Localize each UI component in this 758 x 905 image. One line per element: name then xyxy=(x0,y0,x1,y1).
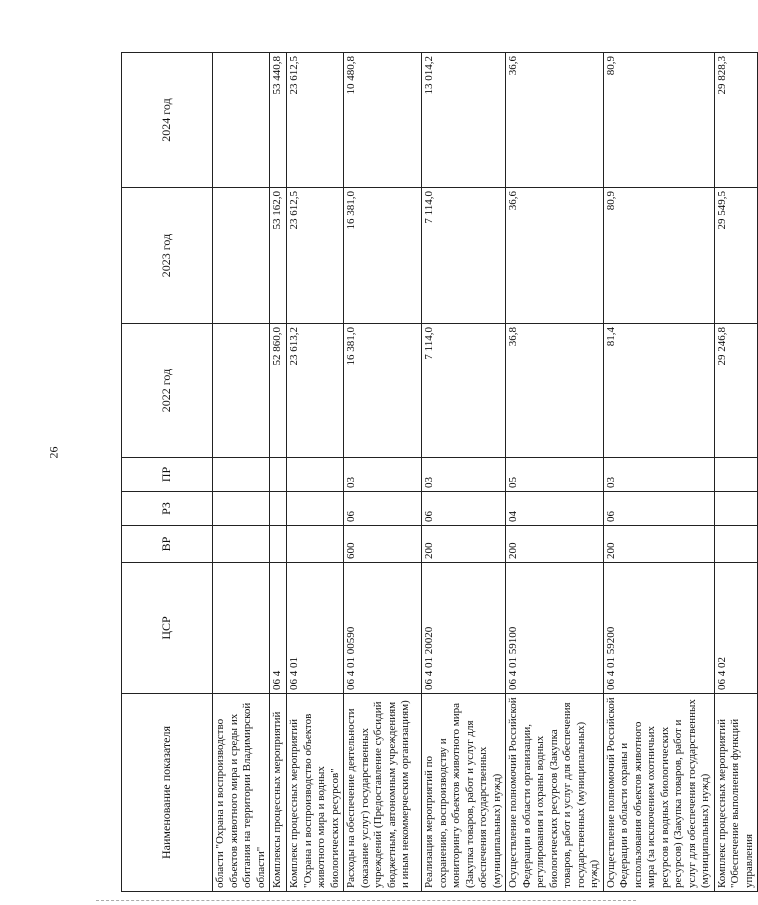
cell-vr xyxy=(213,526,270,563)
table-row xyxy=(506,53,604,892)
cell-2024: 53 440,8 xyxy=(270,53,287,188)
cell-name: области "Охрана и воспроизводство объектов животного мира и среды их обитания на территории Владимирской области" xyxy=(213,694,270,892)
cell-pr xyxy=(287,458,344,492)
cell-pr: 03 xyxy=(422,458,506,492)
cell-2022: 7 114,0 xyxy=(422,324,506,458)
cell-csr xyxy=(213,563,270,694)
cell-vr: 200 xyxy=(422,526,506,563)
cell-rz: 06 xyxy=(603,492,714,526)
cell-2023: 23 612,5 xyxy=(287,188,344,324)
cell-rz xyxy=(270,492,287,526)
header-pr: ПР xyxy=(122,458,213,492)
cell-2024 xyxy=(213,53,270,188)
cell-pr xyxy=(213,458,270,492)
cell-name: Комплекс процессных мероприятий "Охрана и воспроизводство объектов животного мира и водных биологических ресурсов" xyxy=(287,694,344,892)
page-number: 26 xyxy=(46,446,61,459)
cell-2022: 81,4 xyxy=(603,324,714,458)
cell-vr: 600 xyxy=(344,526,422,563)
cell-csr: 06 4 01 59200 xyxy=(603,563,714,694)
cell-rz xyxy=(714,492,758,526)
cell-2023: 80,9 xyxy=(603,188,714,324)
cell-pr xyxy=(714,458,758,492)
cell-rz: 06 xyxy=(422,492,506,526)
table-row xyxy=(344,53,422,892)
cell-rz: 04 xyxy=(506,492,604,526)
cell-2024: 36,6 xyxy=(506,53,604,188)
cell-vr xyxy=(714,526,758,563)
table-row xyxy=(603,53,714,892)
cell-vr: 200 xyxy=(506,526,604,563)
cell-2022: 23 613,2 xyxy=(287,324,344,458)
cell-name: Осуществление полномочий Российской Федерации в области организации, регулирования и охраны водных биологических ресурсов (Закупка товаров, работ и услуг для обеспечения государственных (муниципальных) нужд) xyxy=(506,694,604,892)
cell-name: Реализация мероприятий по сохранению, воспроизводству и мониторингу объектов животного мира (Закупка товаров, работ и услуг для обеспечения государственных (муниципальных) нужд) xyxy=(422,694,506,892)
cell-csr: 06 4 01 20020 xyxy=(422,563,506,694)
table-header-row xyxy=(122,53,213,892)
table-row xyxy=(270,53,287,892)
cell-rz xyxy=(213,492,270,526)
cell-csr: 06 4 01 59100 xyxy=(506,563,604,694)
header-csr: ЦСР xyxy=(122,563,213,694)
cell-csr: 06 4 02 xyxy=(714,563,758,694)
table-row xyxy=(213,53,270,892)
cell-2022: 29 246,8 xyxy=(714,324,758,458)
header-2023: 2023 год xyxy=(122,188,213,324)
cell-pr: 05 xyxy=(506,458,604,492)
cell-name: Комплекс процессных мероприятий "Обеспечение выполнения функций управления xyxy=(714,694,758,892)
bottom-divider xyxy=(96,900,636,901)
cell-2023 xyxy=(213,188,270,324)
cell-2024: 80,9 xyxy=(603,53,714,188)
table-row xyxy=(422,53,506,892)
cell-2023: 36,6 xyxy=(506,188,604,324)
cell-vr: 200 xyxy=(603,526,714,563)
cell-name: Осуществление полномочий Российской Федерации в области охраны и использования объектов животного мира (за исключением охотничьих ресурсов и водных биологических ресурсов) (Закупка товаров, работ и услуг для обеспечения государственных (муниципальных) нужд) xyxy=(603,694,714,892)
cell-pr: 03 xyxy=(603,458,714,492)
cell-2024: 10 480,8 xyxy=(344,53,422,188)
header-2022: 2022 год xyxy=(122,324,213,458)
cell-csr: 06 4 xyxy=(270,563,287,694)
budget-table xyxy=(121,52,758,892)
table-row xyxy=(714,53,758,892)
cell-rz: 06 xyxy=(344,492,422,526)
cell-2024: 29 828,3 xyxy=(714,53,758,188)
cell-2022: 16 381,0 xyxy=(344,324,422,458)
cell-csr: 06 4 01 xyxy=(287,563,344,694)
cell-vr xyxy=(287,526,344,563)
cell-pr: 03 xyxy=(344,458,422,492)
header-rz: РЗ xyxy=(122,492,213,526)
cell-pr xyxy=(270,458,287,492)
cell-2022: 36,8 xyxy=(506,324,604,458)
cell-2023: 53 162,0 xyxy=(270,188,287,324)
cell-rz xyxy=(287,492,344,526)
header-name: Наименование показателя xyxy=(122,694,213,892)
cell-vr xyxy=(270,526,287,563)
table-row xyxy=(287,53,344,892)
cell-2023: 16 381,0 xyxy=(344,188,422,324)
cell-2022 xyxy=(213,324,270,458)
cell-2022: 52 860,0 xyxy=(270,324,287,458)
cell-name: Расходы на обеспечение деятельности (оказание услуг) государственных учреждений (Предоставление субсидий бюджетным, автономным учреждениям и иным некоммерческим организациям) xyxy=(344,694,422,892)
cell-2024: 13 014,2 xyxy=(422,53,506,188)
cell-2024: 23 612,5 xyxy=(287,53,344,188)
cell-csr: 06 4 01 00590 xyxy=(344,563,422,694)
cell-2023: 29 549,5 xyxy=(714,188,758,324)
budget-table-container xyxy=(121,53,755,892)
cell-2023: 7 114,0 xyxy=(422,188,506,324)
cell-name: Комплексы процессных мероприятий xyxy=(270,694,287,892)
header-vr: ВР xyxy=(122,526,213,563)
header-2024: 2024 год xyxy=(122,53,213,188)
